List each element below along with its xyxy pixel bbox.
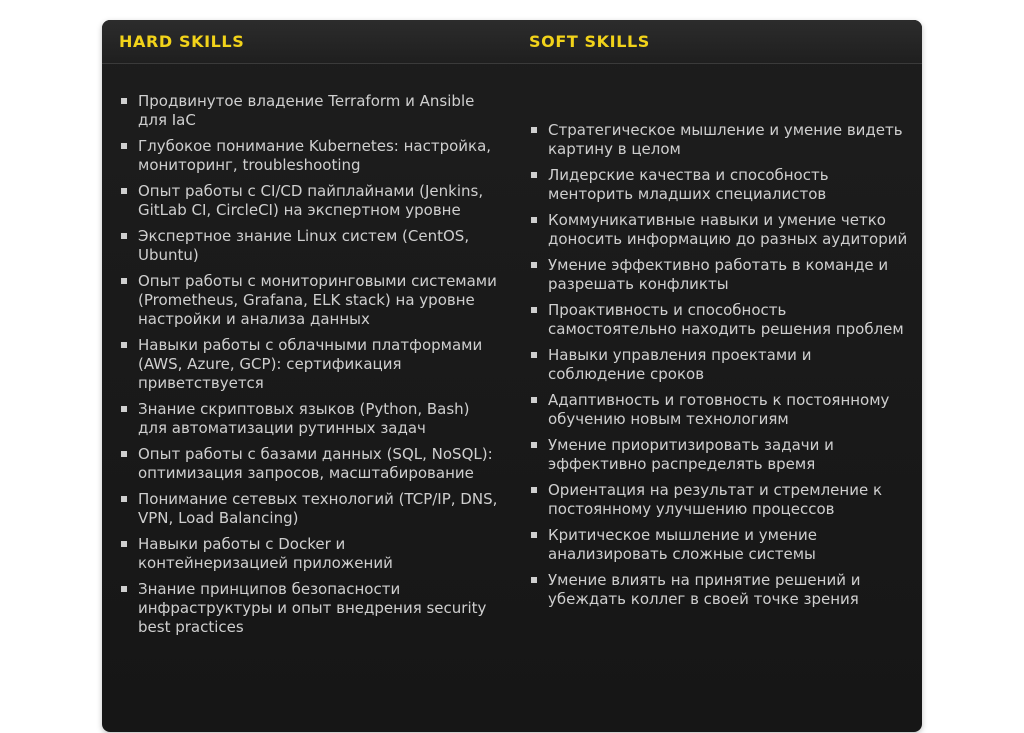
skill-text: Умение влиять на принятие решений и убеждать коллег в своей точке зрения: [548, 571, 861, 608]
skill-text: Экспертное знание Linux систем (CentOS, Ubuntu): [138, 227, 470, 264]
hard-skills-title: HARD SKILLS: [119, 32, 245, 51]
list-item: [119, 272, 499, 329]
skill-text: Адаптивность и готовность к постоянному обучению новым технологиям: [548, 391, 890, 428]
list-item: [119, 490, 499, 528]
square-bullet-icon: [121, 188, 127, 194]
square-bullet-icon: [531, 352, 537, 358]
hard-skills-list: [119, 92, 499, 644]
square-bullet-icon: [531, 532, 537, 538]
square-bullet-icon: [121, 278, 127, 284]
skill-text: Опыт работы с базами данных (SQL, NoSQL): оптимизация запросов, масштабирование: [138, 445, 493, 482]
skill-text: Продвинутое владение Terraform и Ansible для IaC: [138, 92, 475, 129]
list-item: [529, 346, 909, 384]
soft-skills-list: [529, 121, 909, 616]
square-bullet-icon: [121, 98, 127, 104]
skills-table: [102, 20, 922, 732]
list-item: [529, 571, 909, 609]
skill-text: Опыт работы с CI/CD пайплайнами (Jenkins, GitLab CI, CircleCI) на экспертном уровне: [138, 182, 484, 219]
soft-skills-title: SOFT SKILLS: [529, 32, 650, 51]
square-bullet-icon: [531, 262, 537, 268]
list-item: [529, 121, 909, 159]
square-bullet-icon: [121, 342, 127, 348]
skill-text: Коммуникативные навыки и умение четко доносить информацию до разных аудиторий: [548, 211, 908, 248]
list-item: [529, 436, 909, 474]
list-item: [529, 211, 909, 249]
list-item: [119, 92, 499, 130]
square-bullet-icon: [531, 217, 537, 223]
skill-text: Навыки управления проектами и соблюдение сроков: [548, 346, 812, 383]
square-bullet-icon: [121, 406, 127, 412]
list-item: [529, 391, 909, 429]
list-item: [529, 301, 909, 339]
list-item: [119, 182, 499, 220]
square-bullet-icon: [121, 586, 127, 592]
table-header: [102, 20, 922, 64]
list-item: [119, 445, 499, 483]
square-bullet-icon: [531, 487, 537, 493]
skill-text: Глубокое понимание Kubernetes: настройка, мониторинг, troubleshooting: [138, 137, 492, 174]
list-item: [529, 481, 909, 519]
square-bullet-icon: [531, 577, 537, 583]
skill-text: Проактивность и способность самостоятельно находить решения проблем: [548, 301, 904, 338]
list-item: [119, 336, 499, 393]
skill-text: Знание принципов безопасности инфраструктуры и опыт внедрения security best practices: [138, 580, 487, 636]
list-item: [529, 526, 909, 564]
list-item: [119, 227, 499, 265]
list-item: [529, 166, 909, 204]
list-item: [119, 535, 499, 573]
skill-text: Опыт работы с мониторинговыми системами (Prometheus, Grafana, ELK stack) на уровне настройки и анализа данных: [138, 272, 497, 328]
skill-text: Стратегическое мышление и умение видеть картину в целом: [548, 121, 903, 158]
square-bullet-icon: [531, 442, 537, 448]
skill-text: Умение приоритизировать задачи и эффективно распределять время: [548, 436, 834, 473]
square-bullet-icon: [531, 307, 537, 313]
skill-text: Умение эффективно работать в команде и разрешать конфликты: [548, 256, 889, 293]
skill-text: Ориентация на результат и стремление к постоянному улучшению процессов: [548, 481, 883, 518]
square-bullet-icon: [531, 172, 537, 178]
square-bullet-icon: [121, 451, 127, 457]
list-item: [119, 137, 499, 175]
skill-text: Лидерские качества и способность менторить младших специалистов: [548, 166, 829, 203]
skill-text: Знание скриптовых языков (Python, Bash) для автоматизации рутинных задач: [138, 400, 470, 437]
list-item: [119, 400, 499, 438]
list-item: [529, 256, 909, 294]
square-bullet-icon: [121, 143, 127, 149]
list-item: [119, 580, 499, 637]
square-bullet-icon: [121, 233, 127, 239]
skill-text: Навыки работы с Docker и контейнеризацией приложений: [138, 535, 393, 572]
square-bullet-icon: [121, 541, 127, 547]
skill-text: Критическое мышление и умение анализировать сложные системы: [548, 526, 817, 563]
skill-text: Понимание сетевых технологий (TCP/IP, DNS, VPN, Load Balancing): [138, 490, 498, 527]
square-bullet-icon: [121, 496, 127, 502]
skill-text: Навыки работы с облачными платформами (AWS, Azure, GCP): сертификация приветствуется: [138, 336, 483, 392]
square-bullet-icon: [531, 397, 537, 403]
square-bullet-icon: [531, 127, 537, 133]
